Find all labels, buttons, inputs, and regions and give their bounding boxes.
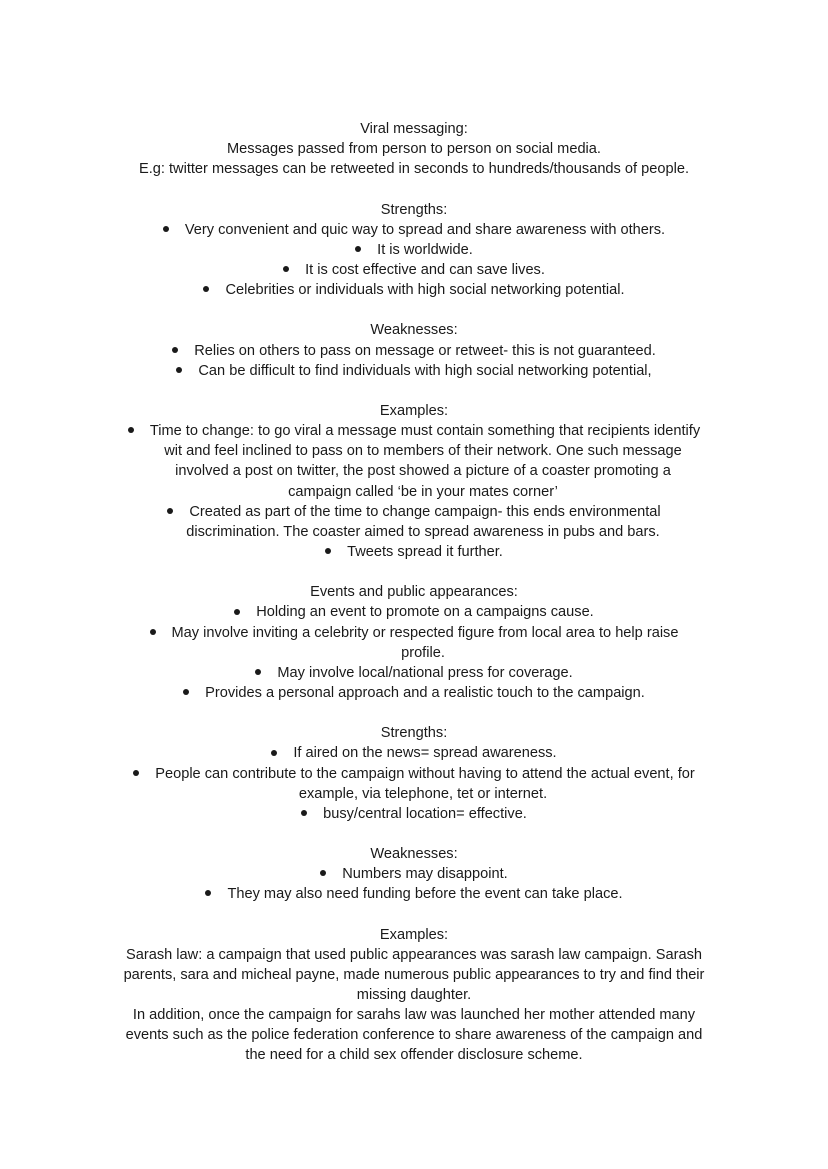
line-text: involved a post on twitter, the post showed a picture of a coaster promoting a <box>175 463 671 480</box>
line-text: Messages passed from person to person on social media. <box>227 141 601 158</box>
section-heading <box>0 401 828 421</box>
text-line <box>0 1025 828 1045</box>
line-text: Created as part of the time to change campaign- this ends environmental <box>189 503 661 520</box>
line-text: Relies on others to pass on message or retweet- this is not guaranteed. <box>194 342 656 359</box>
line-text: They may also need funding before the event can take place. <box>227 886 623 903</box>
line-text: Weaknesses: <box>370 322 458 339</box>
section-heading <box>0 844 828 864</box>
text-line <box>0 643 828 663</box>
line-text: E.g: twitter messages can be retweeted in seconds to hundreds/thousands of people. <box>138 161 690 178</box>
bullet-icon <box>301 810 307 816</box>
text-line <box>0 482 828 502</box>
blank-line <box>0 703 828 723</box>
bullet-icon <box>205 890 211 896</box>
line-text: Sarash law: a campaign that used public appearances was sarash law campaign. Sarash <box>126 946 702 963</box>
bullet-item <box>0 361 828 381</box>
document-page <box>0 119 828 1066</box>
bullet-item <box>0 220 828 240</box>
line-text: campaign called ‘be in your mates corner’ <box>288 483 558 500</box>
bullet-item <box>0 341 828 361</box>
line-text: People can contribute to the campaign without having to attend the actual event, for <box>155 765 695 782</box>
bullet-item <box>0 542 828 562</box>
text-line <box>0 139 828 159</box>
bullet-item <box>0 602 828 622</box>
line-text: missing daughter. <box>356 987 472 1004</box>
bullet-item <box>0 683 828 703</box>
line-text: May involve local/national press for coverage. <box>277 664 573 681</box>
text-line <box>0 784 828 804</box>
bullet-item <box>0 623 828 643</box>
bullet-icon <box>133 770 139 776</box>
line-text: busy/central location= effective. <box>323 805 527 822</box>
line-text: Examples: <box>379 402 449 419</box>
bullet-icon <box>150 629 156 635</box>
line-text: Can be difficult to find individuals with high social networking potential, <box>198 362 652 379</box>
line-text: Weaknesses: <box>370 846 458 863</box>
bullet-icon <box>183 689 189 695</box>
bullet-icon <box>234 609 240 615</box>
line-text: the need for a child sex offender disclosure scheme. <box>245 1047 583 1064</box>
line-text: Events and public appearances: <box>310 584 518 601</box>
blank-line <box>0 179 828 199</box>
bullet-item <box>0 884 828 904</box>
section-heading <box>0 320 828 340</box>
text-line <box>0 945 828 965</box>
text-line <box>0 985 828 1005</box>
text-line <box>0 461 828 481</box>
line-text: Examples: <box>379 926 449 943</box>
blank-line <box>0 562 828 582</box>
bullet-icon <box>203 286 209 292</box>
line-text: Strengths: <box>380 201 448 218</box>
line-text: If aired on the news= spread awareness. <box>293 745 557 762</box>
bullet-item <box>0 240 828 260</box>
bullet-item <box>0 280 828 300</box>
text-line <box>0 1045 828 1065</box>
text-line <box>0 441 828 461</box>
blank-line <box>0 824 828 844</box>
line-text: parents, sara and micheal payne, made numerous public appearances to try and find their <box>123 966 705 983</box>
bullet-icon <box>283 266 289 272</box>
bullet-icon <box>325 548 331 554</box>
bullet-item <box>0 864 828 884</box>
bullet-icon <box>163 226 169 232</box>
bullet-icon <box>176 367 182 373</box>
bullet-item <box>0 764 828 784</box>
text-line <box>0 522 828 542</box>
line-text: Holding an event to promote on a campaigns cause. <box>256 604 594 621</box>
section-heading <box>0 723 828 743</box>
line-text: Celebrities or individuals with high social networking potential. <box>225 282 625 299</box>
blank-line <box>0 381 828 401</box>
bullet-icon <box>271 750 277 756</box>
line-text: Provides a personal approach and a realistic touch to the campaign. <box>205 684 645 701</box>
text-line <box>0 159 828 179</box>
bullet-icon <box>255 669 261 675</box>
bullet-item <box>0 502 828 522</box>
bullet-item <box>0 663 828 683</box>
bullet-item <box>0 260 828 280</box>
line-text: In addition, once the campaign for sarahs law was launched her mother attended many <box>132 1007 696 1024</box>
line-text: profile. <box>401 644 445 661</box>
bullet-item <box>0 743 828 763</box>
line-text: It is cost effective and can save lives. <box>305 261 545 278</box>
section-heading <box>0 119 828 139</box>
line-text: Time to change: to go viral a message must contain something that recipients identify <box>149 423 701 440</box>
bullet-icon <box>128 427 134 433</box>
blank-line <box>0 904 828 924</box>
line-text: Numbers may disappoint. <box>342 866 508 883</box>
line-text: It is worldwide. <box>377 241 473 258</box>
bullet-icon <box>320 870 326 876</box>
line-text: May involve inviting a celebrity or respected figure from local area to help raise <box>171 624 679 641</box>
bullet-item <box>0 421 828 441</box>
line-text: wit and feel inclined to pass on to members of their network. One such message <box>164 443 682 460</box>
line-text: Strengths: <box>380 725 448 742</box>
line-text: discrimination. The coaster aimed to spread awareness in pubs and bars. <box>186 523 660 540</box>
section-heading <box>0 582 828 602</box>
blank-line <box>0 300 828 320</box>
line-text: Very convenient and quic way to spread and share awareness with others. <box>184 221 666 238</box>
bullet-icon <box>167 508 173 514</box>
section-heading <box>0 925 828 945</box>
line-text: Viral messaging: <box>360 121 468 137</box>
text-line <box>0 965 828 985</box>
line-text: Tweets spread it further. <box>347 543 503 560</box>
text-line <box>0 1005 828 1025</box>
line-text: example, via telephone, tet or internet. <box>298 785 548 802</box>
line-text: events such as the police federation conference to share awareness of the campaign and <box>125 1027 703 1044</box>
section-heading <box>0 200 828 220</box>
bullet-item <box>0 804 828 824</box>
bullet-icon <box>172 347 178 353</box>
bullet-icon <box>355 246 361 252</box>
